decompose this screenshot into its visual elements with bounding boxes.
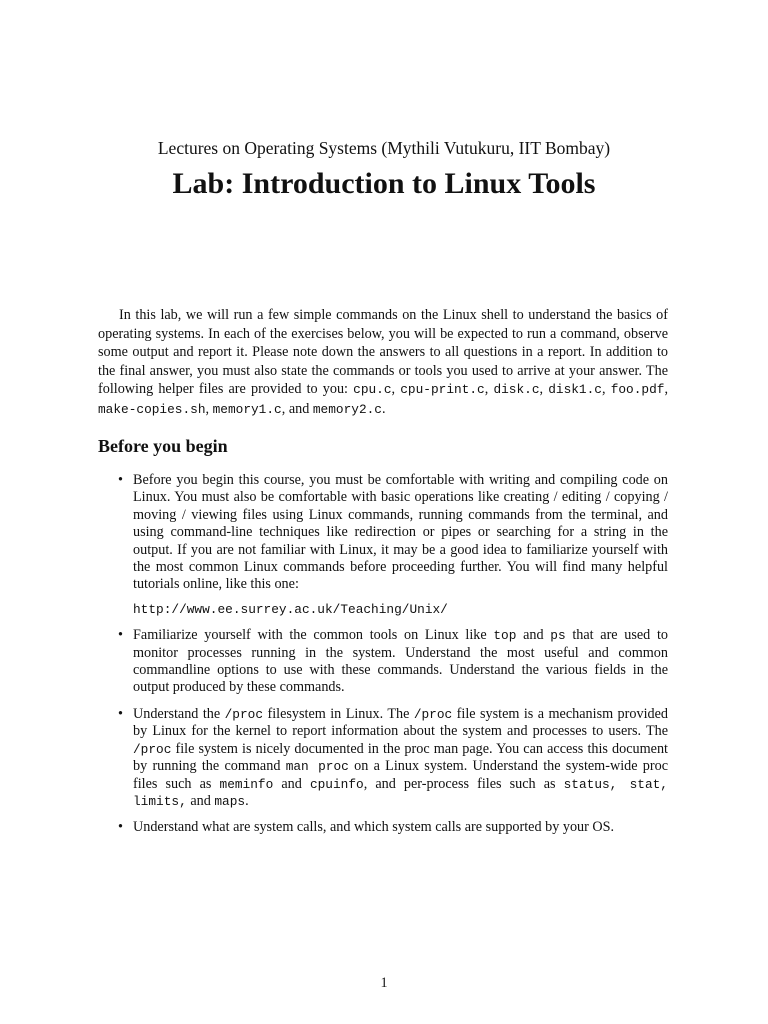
file-name: memory2.c	[312, 401, 382, 417]
list-item	[118, 819, 668, 836]
text-run: that are used to monitor processes running in the system. Understand the most useful and common commandline options to use with these commands. Understand the various fields in the output produced by these commands.	[133, 627, 668, 696]
separator: ,	[664, 381, 668, 398]
course-line: Lectures on Operating Systems (Mythili Vutukuru, IIT Bombay)	[157, 138, 611, 158]
bullet-text: Before you begin this course, you must be comfortable with writing and compiling code on Linux. You must also be comfortable with basic operations like creating / editing / copying / moving / viewing files using Linux commands, running commands from the terminal, and using command-line techniques like redirection or pipes or searching for a string in the output. If you are not familiar with Linux, it may be a good idea to familiarize yourself with the most common Linux commands before proceeding further. You will find many helpful tutorials online, like this one:	[133, 472, 668, 593]
text-run: file system is a mechanism provided by Linux for the kernel to report information about the system and processes to users. The	[133, 705, 668, 740]
file-name: disk.c	[493, 382, 540, 398]
list-item	[118, 472, 668, 618]
separator: ,	[391, 381, 401, 398]
bullet-icon: •	[118, 627, 123, 644]
file-name: cpu-print.c	[400, 382, 485, 398]
intro-text: In this lab, we will run a few simple commands on the Linux shell to understand the basics of operating systems. In each of the exercises below, you will be expected to run a command, observe some output and report it. Please note down the answers to all questions in a report. In addition to the final answer, you must also state the commands or tools you used to arrive at your answer. The following helper files are provided to you:	[98, 307, 668, 398]
file-name: foo.pdf	[610, 382, 665, 398]
bullet-list	[118, 472, 668, 846]
list-item	[118, 706, 668, 810]
code-proc: /proc	[133, 741, 172, 757]
separator: ,	[205, 400, 213, 417]
code-cpuinfo: cpuinfo	[309, 776, 364, 792]
text-run: .	[245, 792, 249, 809]
code-man-proc: man proc	[285, 759, 349, 775]
bullet-icon: •	[118, 472, 123, 488]
separator: , and	[281, 400, 313, 417]
code-meminfo: meminfo	[219, 776, 274, 792]
bullet-text	[133, 706, 668, 810]
text-run: and	[186, 792, 215, 809]
code-proc: /proc	[224, 706, 264, 722]
code-ps: ps	[550, 628, 566, 644]
section-heading: Before you begin	[98, 436, 228, 456]
intro-paragraph	[98, 306, 668, 420]
file-name: cpu.c	[353, 382, 392, 398]
code-process-files: status, stat, limits,	[133, 776, 668, 809]
separator: ,	[539, 381, 549, 398]
file-name: disk1.c	[548, 382, 602, 398]
page-number: 1	[380, 975, 388, 991]
bullet-icon: •	[118, 819, 123, 836]
bullet-text: Understand what are system calls, and which system calls are supported by your OS.	[133, 819, 615, 836]
text-run: and	[516, 627, 551, 644]
text-run: on a Linux system. Understand the system-wide proc files such as	[133, 758, 669, 792]
list-item	[118, 627, 668, 697]
separator: ,	[484, 381, 494, 398]
page-title: Lab: Introduction to Linux Tools	[172, 167, 596, 200]
tutorial-link[interactable]: http://www.ee.surrey.ac.uk/Teaching/Unix/	[133, 601, 448, 617]
code-top: top	[493, 628, 517, 644]
code-proc: /proc	[413, 706, 453, 722]
text-run: , and per-process files such as	[363, 775, 564, 792]
code-maps: maps	[214, 793, 246, 809]
separator: ,	[601, 381, 611, 398]
separator: .	[382, 400, 386, 417]
text-run: and	[273, 775, 310, 792]
file-name: make-copies.sh	[98, 401, 206, 417]
text-run: filesystem in Linux. The	[263, 705, 414, 722]
bullet-text	[133, 627, 668, 697]
text-run: file system is nicely documented in the proc man page. You can access this document by running the command	[133, 740, 668, 775]
bullet-icon: •	[118, 705, 123, 722]
text-run: Understand the	[133, 705, 225, 722]
text-run: Familiarize yourself with the common tools on Linux like	[133, 627, 494, 644]
file-name: memory1.c	[212, 401, 282, 417]
